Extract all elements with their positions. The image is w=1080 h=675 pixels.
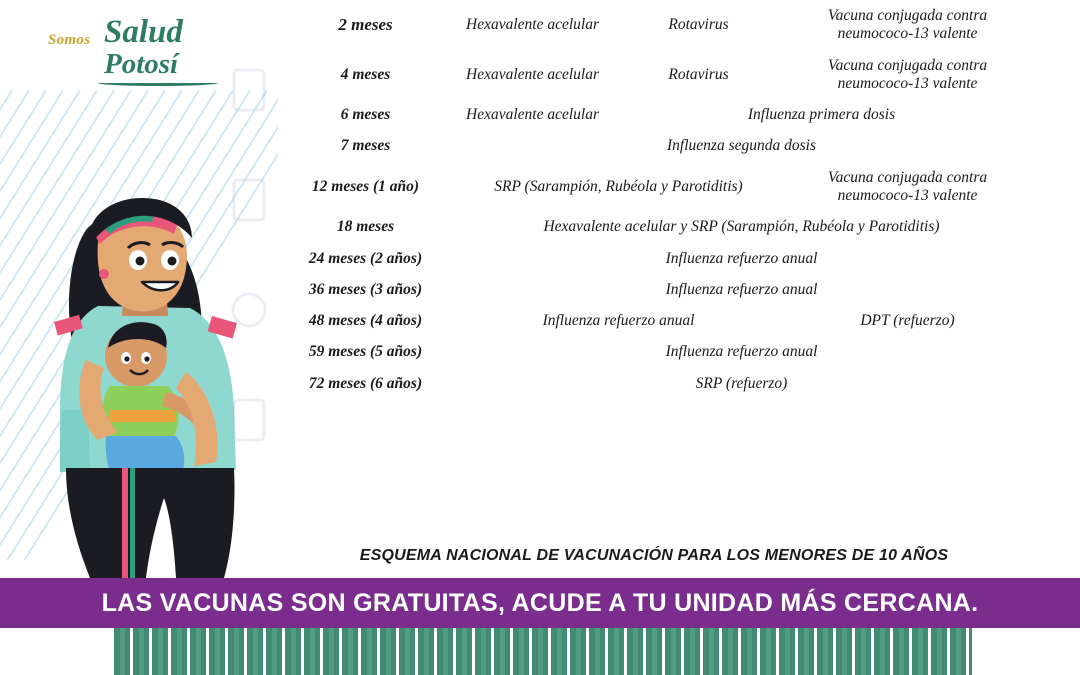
row-age-label: 4 meses	[279, 50, 453, 100]
table-row	[279, 243, 1031, 274]
logo-somos-salud-potosi	[38, 14, 238, 94]
illustration-panel	[0, 0, 278, 578]
table-row	[279, 131, 1031, 162]
table-row	[279, 100, 1031, 131]
logo-word-salud: Salud	[104, 14, 183, 50]
vaccine-cell: Hexavalente acelular y SRP (Sarampión, Rubéola y Parotiditis)	[453, 212, 1031, 243]
decorative-watermark-icons	[226, 60, 272, 530]
table-row	[279, 337, 1031, 368]
vaccine-cell: Hexavalente acelular	[453, 100, 613, 131]
row-age-label: 72 meses (6 años)	[279, 368, 453, 399]
row-age-label: 24 meses (2 años)	[279, 243, 453, 274]
schedule-table	[278, 0, 1031, 400]
vaccine-cell: Influenza primera dosis	[613, 100, 1031, 131]
row-age-label: 36 meses (3 años)	[279, 274, 453, 305]
bottom-banner	[0, 578, 1080, 628]
table-footer-note: ESQUEMA NACIONAL DE VACUNACIÓN PARA LOS MENORES DE 10 AÑOS	[359, 547, 949, 564]
logo-word-potosi: Potosí	[104, 48, 179, 80]
logo-swash	[98, 80, 218, 86]
banner-text: LAS VACUNAS SON GRATUITAS, ACUDE A TU UNIDAD MÁS CERCANA.	[101, 588, 979, 617]
table-row	[279, 50, 1031, 100]
table-row	[279, 368, 1031, 399]
strip-white-left	[0, 628, 112, 675]
row-age-label: 2 meses	[279, 1, 453, 51]
row-age-label: 48 meses (4 años)	[279, 306, 453, 337]
vaccine-cell: Influenza refuerzo anual	[453, 306, 785, 337]
vaccine-cell: Vacuna conjugada contra neumococo-13 valente	[785, 162, 1031, 212]
vaccine-cell: Influenza refuerzo anual	[453, 274, 1031, 305]
strip-green-pattern	[0, 628, 1080, 675]
vaccine-cell: Vacuna conjugada contra neumococo-13 valente	[785, 1, 1031, 51]
logo-word-somos: Somos	[48, 32, 91, 48]
vaccine-cell: SRP (Sarampión, Rubéola y Parotiditis)	[453, 162, 785, 212]
table-row	[279, 162, 1031, 212]
table-row	[279, 306, 1031, 337]
strip-white-right	[972, 628, 1080, 675]
row-age-label: 6 meses	[279, 100, 453, 131]
vaccine-cell: Influenza refuerzo anual	[453, 337, 1031, 368]
vaccine-cell: Rotavirus	[613, 1, 785, 51]
vaccine-cell: SRP (refuerzo)	[453, 368, 1031, 399]
table-row	[279, 212, 1031, 243]
vaccine-cell: Influenza segunda dosis	[453, 131, 1031, 162]
bottom-decorative-strip	[0, 628, 1080, 675]
vaccine-cell: Hexavalente acelular	[453, 1, 613, 51]
vaccine-cell: Rotavirus	[613, 50, 785, 100]
table-row	[279, 1, 1031, 51]
vaccine-cell: Vacuna conjugada contra neumococo-13 valente	[785, 50, 1031, 100]
row-age-label: 18 meses	[279, 212, 453, 243]
vaccine-cell: Influenza refuerzo anual	[453, 243, 1031, 274]
row-age-label: 59 meses (5 años)	[279, 337, 453, 368]
row-age-label: 7 meses	[279, 131, 453, 162]
table-row	[279, 274, 1031, 305]
row-age-label: 12 meses (1 año)	[279, 162, 453, 212]
vaccine-cell: DPT (refuerzo)	[785, 306, 1031, 337]
vaccination-schedule-table	[278, 0, 1036, 578]
vaccine-cell: Hexavalente acelular	[453, 50, 613, 100]
